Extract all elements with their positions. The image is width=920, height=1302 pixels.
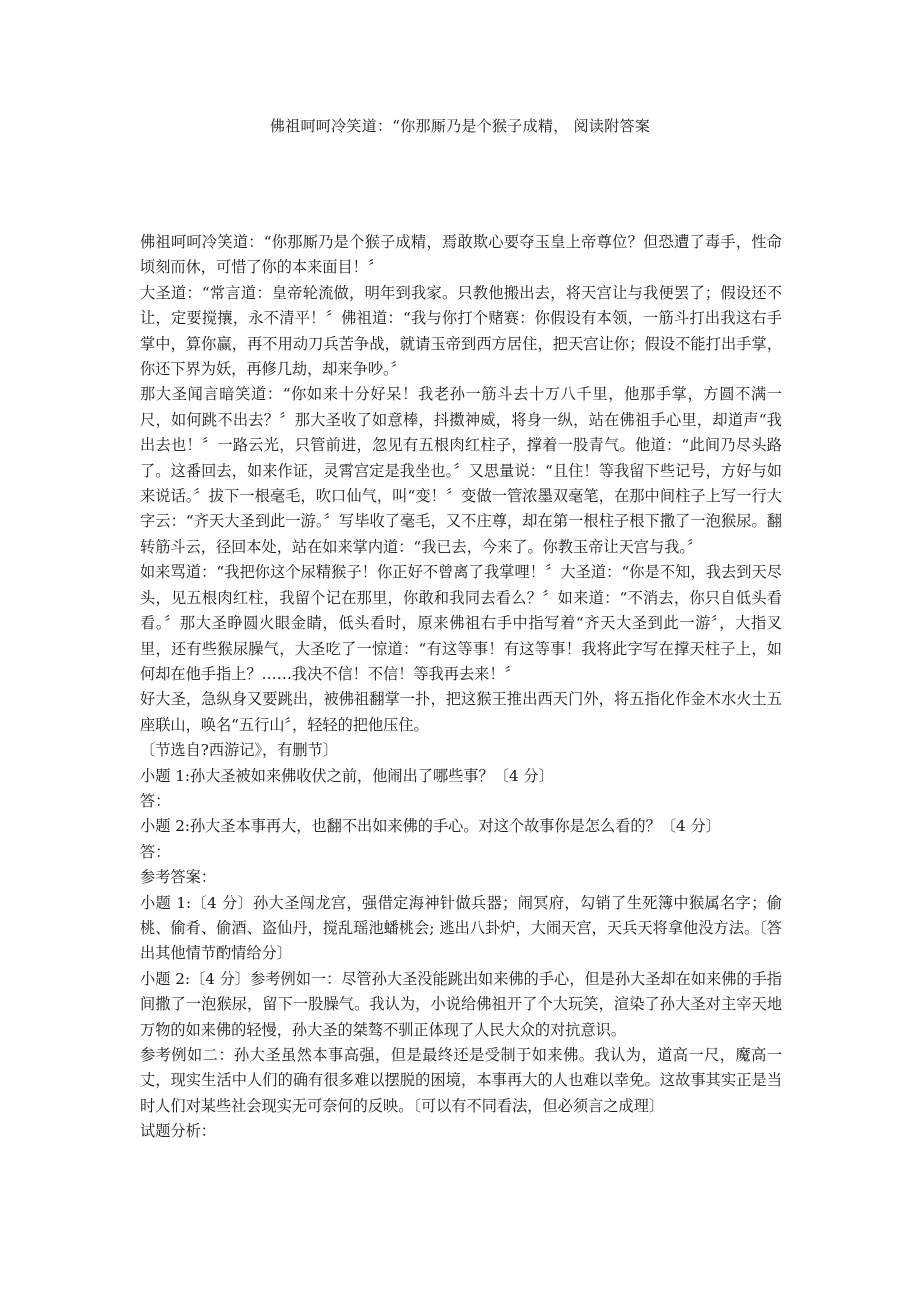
question-1: 小题 1:孙大圣被如来佛收伏之前，他闹出了哪些事？〔4 分〕: [140, 766, 554, 785]
reference-answers-heading: 参考答案：: [140, 868, 216, 887]
paragraph-rulai-scolds: 如来骂道：“我把你这个尿精猴子！你正好不曾离了我掌哩！〞大圣道：“你是不知，我去到天尽头，见五根肉红柱，我留个记在那里，你敢和我同去看么？〞如来道：“不消去，你只自低头看看。〞那大圣睁圆火眼金睛，低头看时，原来佛祖右手中指写着“齐天大圣到此一游〞，大指叉里，还有些猴尿臊气，大圣吃了一惊道：“有这等事！有这等事！我将此字写在撑天柱子上，如何却在他手指上？……我决不信！不信！等我再去来！〞: [140, 563, 782, 683]
analysis-heading: 试题分析：: [140, 1122, 216, 1141]
answer-1-label: 答：: [140, 791, 171, 810]
page-title: 佛祖呵呵冷笑道：“你那厮乃是个猴子成精， 阅读附答案: [269, 117, 651, 135]
article-body: [140, 230, 782, 1145]
paragraph-buddha-sneer: 佛祖呵呵冷笑道：“你那厮乃是个猴子成精，焉敢欺心要夺玉皇上帝尊位？但恐遭了毒手，性命顷刻而休，可惜了你的本来面目！〞: [140, 233, 782, 277]
reference-answer-2-example-2: 参考例如二：孙大圣虽然本事高强，但是最终还是受制于如来佛。我认为，道高一尺，魔高一丈，现实生活中人们的确有很多难以摆脱的困境，本事再大的人也难以幸免。这故事其实正是当时人们对某些社会现实无可奈何的反映。〔可以有不同看法，但必须言之成理〕: [140, 1046, 782, 1115]
reference-answer-1: 小题 1:〔4 分〕孙大圣闯龙宫，强借定海神针做兵器；闹冥府，勾销了生死簿中猴属名字；偷桃、偷肴、偷酒、盗仙丹，搅乱瑶池蟠桃会; 逃出八卦炉，大闹天宫，天兵天将拿他没方法。〔答出其他情节酌情给分〕: [140, 893, 782, 963]
question-2: 小题 2:孙大圣本事再大，也翻不出如来佛的手心。对这个故事你是怎么看的？〔4 分〕: [140, 817, 721, 836]
paragraph-great-sage-reply: 大圣道：“常言道：皇帝轮流做，明年到我家。只教他搬出去，将天宫让与我便罢了；假设还不让，定要搅攘，永不清平！〞佛祖道：“我与你打个赌赛：你假设有本领，一筋斗打出我这右手掌中，算你赢，再不用动刀兵苦争战，就请玉帝到西方居住，把天宫让你；假设不能打出手掌，你还下界为妖，再修几劫，却来争吵。〞: [140, 283, 782, 379]
reference-answer-2-example-1: 小题 2:〔4 分〕参考例如一：尽管孙大圣没能跳出如来佛的手心，但是孙大圣却在如来佛的手指间撒了一泡猴尿，留下一股臊气。我认为，小说给佛祖开了个大玩笑，渲染了孙大圣对主宰天地万物的如来佛的轻慢，孙大圣的桀骜不驯正体现了人民大众的对抗意识。: [140, 969, 782, 1039]
paragraph-five-elements-mountain: 好大圣，急纵身又要跳出，被佛祖翻掌一扑，把这猴王推出西天门外，将五指化作金木水火土五座联山，唤名“五行山〞，轻轻的把他压住。: [140, 690, 782, 734]
paragraph-somersault: 那大圣闻言暗笑道：“你如来十分好呆！我老孙一筋斗去十万八千里，他那手掌，方圆不满一尺，如何跳不出去？〞那大圣收了如意棒，抖擞神威，将身一纵，站在佛祖手心里，却道声“我出去也！〞一路云光，只管前进，忽见有五根肉红柱子，撑着一股青气。他道：“此间乃尽头路了。这番回去，如来作证，灵霄宫定是我坐也。〞又思量说：“且住！等我留下些记号，方好与如来说话。〞拔下一根毫毛，吹口仙气，叫“变！〞变做一管浓墨双毫笔，在那中间柱子上写一行大字云：“齐天大圣到此一游。〞写毕收了毫毛，又不庄尊，却在第一根柱子根下撒了一泡猴尿。翻转筋斗云，径回本处，站在如来掌内道：“我已去，今来了。你教玉帝让天宫与我。〞: [140, 385, 782, 556]
source-note: 〔节选自?西游记》，有删节〕: [140, 741, 338, 760]
answer-2-label: 答：: [140, 842, 171, 861]
